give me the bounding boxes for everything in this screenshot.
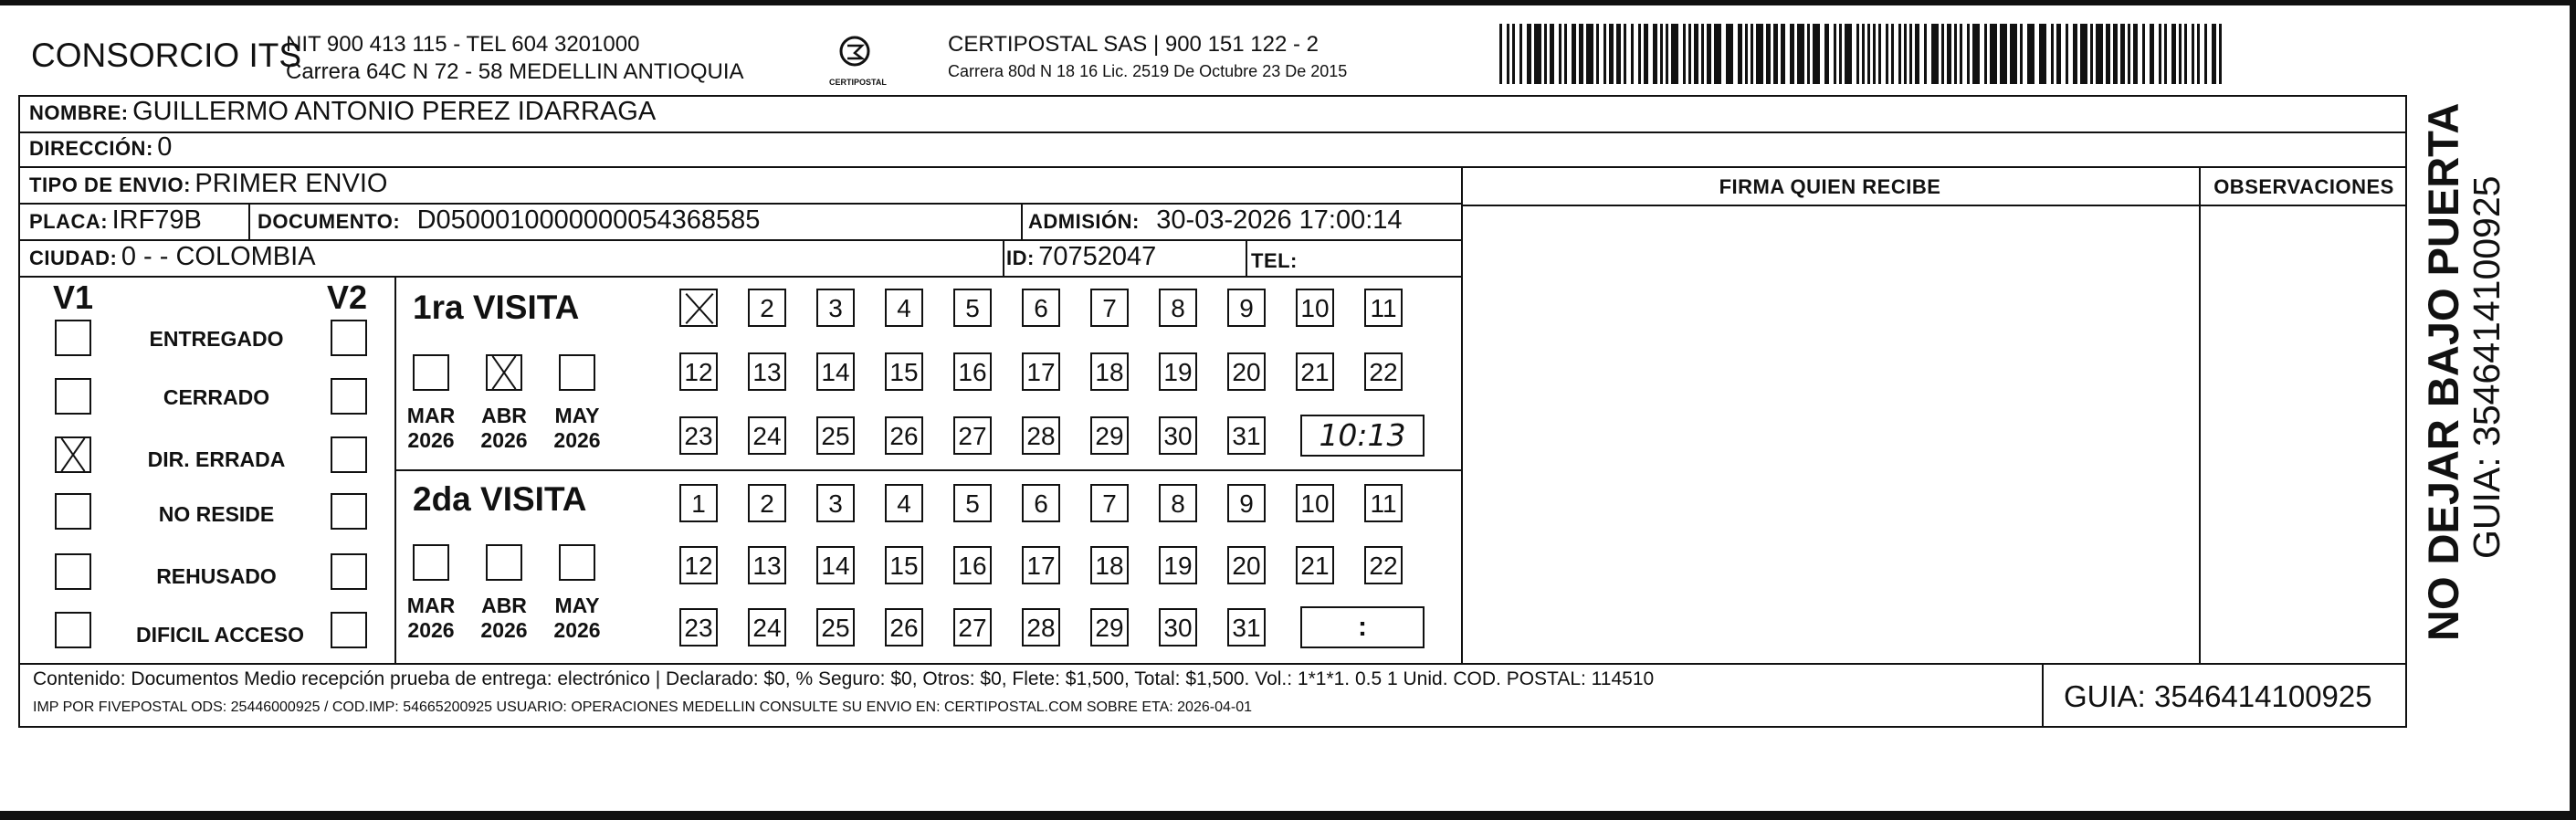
barcode-bar bbox=[2164, 24, 2167, 84]
row-line bbox=[18, 663, 2407, 665]
barcode-bar bbox=[2066, 24, 2068, 84]
v1-dificil-acceso-checkbox[interactable] bbox=[55, 612, 91, 648]
observaciones-header: OBSERVACIONES bbox=[2213, 175, 2394, 198]
second-visit-day-11[interactable]: 11 bbox=[1364, 484, 1403, 522]
year-label: 2026 bbox=[553, 618, 601, 642]
first-visit-month bbox=[403, 404, 459, 453]
second-visit-day-2[interactable]: 2 bbox=[748, 484, 786, 522]
second-visit-day-13[interactable]: 13 bbox=[748, 546, 786, 584]
first-visit-day-19[interactable]: 19 bbox=[1159, 352, 1197, 391]
footer-print-info: IMP POR FIVEPOSTAL ODS: 25446000925 / COD.IMP: 54665200925 USUARIO: OPERACIONES MEDELLIN CONSULTE SU ENVIO EN: CERTIPOSTAL.COM SOBRE ETA: 2026-04-01 bbox=[33, 699, 1252, 715]
id-value: 70752047 bbox=[1038, 242, 1157, 271]
first-visit-day-5[interactable]: 5 bbox=[953, 289, 992, 327]
first-visit-day-16[interactable]: 16 bbox=[953, 352, 992, 391]
footer-content: Contenido: Documentos Medio recepción prueba de entrega: electrónico | Declarado: $0, % Seguro: $0, Otros: $0, Flete: $1,500, Total: $1,500. Vol.: 1*1*1. 0.5 1 Unid. COD. POSTAL: 114510 bbox=[33, 668, 1655, 689]
barcode-bar bbox=[1512, 24, 1515, 84]
first-visit-day-24[interactable]: 24 bbox=[748, 416, 786, 455]
second-visit-time[interactable]: : bbox=[1300, 606, 1425, 648]
first-visit-day-26[interactable]: 26 bbox=[885, 416, 923, 455]
first-visit-mar-checkbox[interactable] bbox=[413, 354, 449, 391]
first-visit-day-12[interactable]: 12 bbox=[679, 352, 718, 391]
barcode-bar bbox=[1947, 24, 1951, 84]
v1-cerrado-checkbox[interactable] bbox=[55, 378, 91, 415]
first-visit-day-6[interactable]: 6 bbox=[1022, 289, 1060, 327]
barcode-bar bbox=[1924, 24, 1927, 84]
barcode-bar bbox=[1904, 24, 1907, 84]
cell-divider bbox=[1003, 239, 1004, 276]
barcode-bar bbox=[2150, 24, 2154, 84]
barcode bbox=[1499, 24, 2230, 86]
frame-right bbox=[2570, 0, 2576, 820]
first-visit-month bbox=[476, 404, 532, 453]
barcode-bar bbox=[1954, 24, 1957, 84]
second-visit-day-16[interactable]: 16 bbox=[953, 546, 992, 584]
first-visit-day-3[interactable]: 3 bbox=[816, 289, 855, 327]
status-no-reside: NO RESIDE bbox=[158, 502, 275, 526]
barcode-bar bbox=[2120, 24, 2125, 84]
barcode-bar bbox=[2080, 24, 2087, 84]
second-visit-day-29[interactable]: 29 bbox=[1090, 608, 1129, 647]
first-visit-day-11[interactable]: 11 bbox=[1364, 289, 1403, 327]
first-visit-day-9[interactable]: 9 bbox=[1227, 289, 1266, 327]
v2-cerrado-checkbox[interactable] bbox=[331, 378, 367, 415]
first-visit-day-30[interactable]: 30 bbox=[1159, 416, 1197, 455]
barcode-bar bbox=[1781, 24, 1785, 84]
admision-label: ADMISIÓN: bbox=[1028, 210, 1140, 233]
barcode-bar bbox=[1694, 24, 1698, 84]
documento-label: DOCUMENTO: bbox=[258, 210, 401, 233]
barcode-bar bbox=[2073, 24, 2077, 84]
documento-row bbox=[258, 205, 760, 236]
company-name: CONSORCIO ITS bbox=[31, 37, 302, 74]
barcode-bar bbox=[1559, 24, 1561, 84]
first-visit-day-20[interactable]: 20 bbox=[1227, 352, 1266, 391]
v1-dir-errada-checkbox[interactable] bbox=[55, 436, 91, 473]
second-visit-abr-checkbox[interactable] bbox=[486, 544, 522, 581]
barcode-bar bbox=[2039, 24, 2046, 84]
v2-label: V2 bbox=[327, 279, 368, 316]
second-visit-day-24[interactable]: 24 bbox=[748, 608, 786, 647]
first-visit-day-14[interactable]: 14 bbox=[816, 352, 855, 391]
direccion-label: DIRECCIÓN: bbox=[29, 137, 153, 160]
first-visit-day-8[interactable]: 8 bbox=[1159, 289, 1197, 327]
barcode-bar bbox=[1773, 24, 1778, 84]
barcode-bar bbox=[1909, 24, 1912, 84]
second-visit-day-20[interactable]: 20 bbox=[1227, 546, 1266, 584]
barcode-bar bbox=[1941, 24, 1944, 84]
barcode-bar bbox=[1960, 24, 1962, 84]
barcode-bar bbox=[1596, 24, 1599, 84]
barcode-bar bbox=[2142, 24, 2145, 84]
barcode-bar bbox=[1624, 24, 1626, 84]
v1-label: V1 bbox=[53, 279, 94, 316]
tel-row bbox=[1251, 245, 1298, 275]
id-row bbox=[1006, 242, 1156, 272]
year-label: 2026 bbox=[480, 618, 528, 642]
barcode-bar bbox=[1886, 24, 1888, 84]
barcode-bar bbox=[1839, 24, 1842, 84]
v2-entregado-checkbox[interactable] bbox=[331, 320, 367, 356]
barcode-bar bbox=[2133, 24, 2138, 84]
second-visit-day-15[interactable]: 15 bbox=[885, 546, 923, 584]
barcode-bar bbox=[1579, 24, 1583, 84]
barcode-bar bbox=[1813, 24, 1820, 84]
first-visit-day-27[interactable]: 27 bbox=[953, 416, 992, 455]
barcode-bar bbox=[1616, 24, 1621, 84]
footer-guia: GUIA: 3546414100925 bbox=[2064, 679, 2372, 713]
frame-bottom bbox=[0, 811, 2576, 820]
second-visit-day-14[interactable]: 14 bbox=[816, 546, 855, 584]
barcode-bar bbox=[2090, 24, 2093, 84]
second-visit-day-18[interactable]: 18 bbox=[1090, 546, 1129, 584]
admision-row bbox=[1028, 205, 1403, 236]
month-label: ABR bbox=[481, 404, 527, 427]
first-visit-title: 1ra VISITA bbox=[413, 289, 580, 326]
barcode-bar bbox=[1862, 24, 1865, 84]
section-divider bbox=[394, 469, 1461, 471]
second-visit-day-31[interactable]: 31 bbox=[1227, 608, 1266, 647]
signature-area[interactable] bbox=[1463, 206, 2197, 661]
barcode-bar bbox=[2212, 24, 2216, 84]
barcode-bar bbox=[2113, 24, 2118, 84]
barcode-bar bbox=[2056, 24, 2061, 84]
barcode-bar bbox=[1666, 24, 1668, 84]
month-label: ABR bbox=[481, 594, 527, 617]
barcode-bar bbox=[1990, 24, 1997, 84]
second-visit-month bbox=[403, 594, 459, 643]
barcode-bar bbox=[1845, 24, 1852, 84]
barcode-bar bbox=[1967, 24, 1970, 84]
first-visit-day-28[interactable]: 28 bbox=[1022, 416, 1060, 455]
first-visit-day-23[interactable]: 23 bbox=[679, 416, 718, 455]
month-label: MAR bbox=[406, 404, 456, 427]
barcode-bar bbox=[1519, 24, 1522, 84]
admision-value: 30-03-2026 17:00:14 bbox=[1156, 205, 1403, 235]
first-visit-day-29[interactable]: 29 bbox=[1090, 416, 1129, 455]
barcode-bar bbox=[1745, 24, 1748, 84]
tipo-row bbox=[29, 169, 387, 199]
second-visit-day-10[interactable]: 10 bbox=[1296, 484, 1334, 522]
v1-no-reside-checkbox[interactable] bbox=[55, 493, 91, 530]
second-visit-day-19[interactable]: 19 bbox=[1159, 546, 1197, 584]
barcode-bar bbox=[1638, 24, 1641, 84]
barcode-bar bbox=[1856, 24, 1859, 84]
firma-header: FIRMA QUIEN RECIBE bbox=[1719, 175, 1941, 198]
barcode-bar bbox=[2179, 24, 2182, 84]
second-visit-day-4[interactable]: 4 bbox=[885, 484, 923, 522]
barcode-bar bbox=[1807, 24, 1810, 84]
first-visit-day-4[interactable]: 4 bbox=[885, 289, 923, 327]
barcode-bar bbox=[1834, 24, 1836, 84]
logo-text: CERTIPOSTAL bbox=[829, 78, 887, 87]
company-address: Carrera 64C N 72 - 58 MEDELLIN ANTIOQUIA bbox=[286, 59, 744, 84]
barcode-bar bbox=[2128, 24, 2130, 84]
status-dificil-acceso: DIFICIL ACCESO bbox=[135, 623, 304, 647]
first-visit-day-18[interactable]: 18 bbox=[1090, 352, 1129, 391]
ciudad-label: CIUDAD: bbox=[29, 247, 118, 269]
barcode-bar bbox=[1898, 24, 1901, 84]
barcode-bar bbox=[1915, 24, 1919, 84]
barcode-bar bbox=[1683, 24, 1686, 84]
tipo-label: TIPO DE ENVIO: bbox=[29, 173, 191, 196]
barcode-bar bbox=[2027, 24, 2035, 84]
tel-label: TEL: bbox=[1251, 249, 1298, 272]
nombre-label: NOMBRE: bbox=[29, 101, 129, 124]
barcode-bar bbox=[1931, 24, 1939, 84]
first-visit-day-7[interactable]: 7 bbox=[1090, 289, 1129, 327]
certipostal-logo bbox=[829, 33, 887, 88]
barcode-bar bbox=[1972, 24, 1980, 84]
second-visit-may-checkbox[interactable] bbox=[559, 544, 595, 581]
first-visit-day-1[interactable] bbox=[679, 289, 718, 327]
second-visit-day-23[interactable]: 23 bbox=[679, 608, 718, 647]
second-visit-day-9[interactable]: 9 bbox=[1227, 484, 1266, 522]
second-visit-month bbox=[549, 594, 605, 643]
second-visit-day-22[interactable]: 22 bbox=[1364, 546, 1403, 584]
barcode-bar bbox=[1603, 24, 1606, 84]
barcode-bar bbox=[1527, 24, 1531, 84]
second-visit-day-25[interactable]: 25 bbox=[816, 608, 855, 647]
barcode-bar bbox=[2192, 24, 2194, 84]
second-visit-day-3[interactable]: 3 bbox=[816, 484, 855, 522]
second-visit-day-30[interactable]: 30 bbox=[1159, 608, 1197, 647]
barcode-bar bbox=[1738, 24, 1742, 84]
barcode-bar bbox=[2106, 24, 2110, 84]
second-visit-day-28[interactable]: 28 bbox=[1022, 608, 1060, 647]
documento-value: D0500010000000054368585 bbox=[416, 205, 761, 235]
first-visit-day-15[interactable]: 15 bbox=[885, 352, 923, 391]
v1-rehusado-checkbox[interactable] bbox=[55, 553, 91, 590]
side-guia: GUIA: 3546414100925 bbox=[2466, 175, 2508, 559]
first-visit-may-checkbox[interactable] bbox=[559, 354, 595, 391]
barcode-bar bbox=[1688, 24, 1691, 84]
barcode-bar bbox=[1790, 24, 1794, 84]
year-label: 2026 bbox=[407, 618, 455, 642]
footer-divider bbox=[2042, 663, 2044, 728]
frame-top bbox=[0, 0, 2576, 5]
v2-no-reside-checkbox[interactable] bbox=[331, 493, 367, 530]
barcode-bar bbox=[1878, 24, 1881, 84]
barcode-bar bbox=[1984, 24, 1987, 84]
barcode-bar bbox=[2010, 24, 2017, 84]
barcode-bar bbox=[1867, 24, 1870, 84]
barcode-bar bbox=[1707, 24, 1711, 84]
second-visit-day-6[interactable]: 6 bbox=[1022, 484, 1060, 522]
status-dir-errada: DIR. ERRADA bbox=[147, 447, 286, 471]
barcode-bar bbox=[1766, 24, 1771, 84]
second-visit-day-21[interactable]: 21 bbox=[1296, 546, 1334, 584]
nombre-value: GUILLERMO ANTONIO PEREZ IDARRAGA bbox=[132, 97, 657, 126]
second-visit-mar-checkbox[interactable] bbox=[413, 544, 449, 581]
barcode-bar bbox=[1797, 24, 1804, 84]
month-label: MAR bbox=[406, 594, 456, 617]
barcode-bar bbox=[2159, 24, 2161, 84]
row-line bbox=[18, 276, 1461, 278]
side-warning: NO DEJAR BAJO PUERTA bbox=[2419, 102, 2467, 641]
direccion-value: 0 bbox=[157, 132, 173, 162]
year-label: 2026 bbox=[407, 428, 455, 452]
barcode-bar bbox=[2184, 24, 2187, 84]
barcode-bar bbox=[2096, 24, 2103, 84]
barcode-bar bbox=[2051, 24, 2054, 84]
month-label: MAY bbox=[554, 404, 600, 427]
v1-entregado-checkbox[interactable] bbox=[55, 320, 91, 356]
second-visit-day-27[interactable]: 27 bbox=[953, 608, 992, 647]
second-visit-day-26[interactable]: 26 bbox=[885, 608, 923, 647]
barcode-bar bbox=[1873, 24, 1876, 84]
barcode-bar bbox=[1714, 24, 1721, 84]
direccion-row bbox=[29, 132, 172, 163]
second-visit-day-12[interactable]: 12 bbox=[679, 546, 718, 584]
barcode-bar bbox=[1644, 24, 1648, 84]
barcode-bar bbox=[1544, 24, 1547, 84]
barcode-bar bbox=[1660, 24, 1663, 84]
second-visit-day-5[interactable]: 5 bbox=[953, 484, 992, 522]
barcode-bar bbox=[1891, 24, 1894, 84]
first-visit-day-10[interactable]: 10 bbox=[1296, 289, 1334, 327]
first-visit-day-25[interactable]: 25 bbox=[816, 416, 855, 455]
barcode-bar bbox=[1751, 24, 1753, 84]
first-visit-day-2[interactable]: 2 bbox=[748, 289, 786, 327]
barcode-bar bbox=[1609, 24, 1614, 84]
second-visit-month bbox=[476, 594, 532, 643]
month-label: MAY bbox=[554, 594, 600, 617]
v2-dir-errada-checkbox[interactable] bbox=[331, 436, 367, 473]
barcode-bar bbox=[2000, 24, 2007, 84]
v2-rehusado-checkbox[interactable] bbox=[331, 553, 367, 590]
first-visit-day-21[interactable]: 21 bbox=[1296, 352, 1334, 391]
barcode-bar bbox=[2197, 24, 2200, 84]
row-line bbox=[18, 203, 1461, 205]
second-visit-day-8[interactable]: 8 bbox=[1159, 484, 1197, 522]
barcode-bar bbox=[1671, 24, 1678, 84]
row-line bbox=[18, 239, 1461, 241]
status-cerrado: CERRADO bbox=[163, 385, 270, 409]
barcode-bar bbox=[2020, 24, 2023, 84]
barcode-bar bbox=[2219, 24, 2222, 84]
carrier-address: Carrera 80d N 18 16 Lic. 2519 De Octubre 23 De 2015 bbox=[948, 62, 1348, 80]
id-label: ID: bbox=[1006, 247, 1035, 269]
first-visit-day-13[interactable]: 13 bbox=[748, 352, 786, 391]
first-visit-time[interactable]: 10:13 bbox=[1300, 415, 1425, 457]
second-visit-title: 2da VISITA bbox=[413, 480, 587, 518]
barcode-bar bbox=[1756, 24, 1763, 84]
barcode-bar bbox=[1550, 24, 1554, 84]
cell-divider bbox=[248, 203, 250, 239]
barcode-bar bbox=[1701, 24, 1704, 84]
first-visit-abr-checkbox[interactable] bbox=[486, 354, 522, 391]
row-line bbox=[18, 166, 2407, 168]
placa-label: PLACA: bbox=[29, 210, 109, 233]
first-visit-day-22[interactable]: 22 bbox=[1364, 352, 1403, 391]
year-label: 2026 bbox=[553, 428, 601, 452]
ciudad-row bbox=[29, 242, 316, 272]
second-visit-day-17[interactable]: 17 bbox=[1022, 546, 1060, 584]
barcode-bar bbox=[2204, 24, 2207, 84]
nombre-row bbox=[29, 97, 656, 127]
barcode-bar bbox=[1507, 24, 1509, 84]
ciudad-value: 0 - - COLOMBIA bbox=[121, 242, 316, 271]
barcode-bar bbox=[1564, 24, 1567, 84]
barcode-bar bbox=[1572, 24, 1576, 84]
cell-divider bbox=[1246, 239, 1247, 276]
barcode-bar bbox=[1653, 24, 1657, 84]
barcode-bar bbox=[1534, 24, 1541, 84]
tipo-value: PRIMER ENVIO bbox=[195, 169, 388, 198]
observations-area[interactable] bbox=[2201, 206, 2405, 661]
first-visit-month bbox=[549, 404, 605, 453]
barcode-bar bbox=[1499, 24, 1502, 84]
cell-divider bbox=[1021, 203, 1023, 239]
year-label: 2026 bbox=[480, 428, 528, 452]
logo-icon bbox=[829, 33, 880, 73]
carrier-line: CERTIPOSTAL SAS | 900 151 122 - 2 bbox=[948, 32, 1319, 57]
row-line bbox=[18, 131, 2407, 133]
placa-value: IRF79B bbox=[111, 205, 202, 235]
barcode-bar bbox=[1586, 24, 1593, 84]
status-entregado: ENTREGADO bbox=[149, 327, 284, 351]
barcode-bar bbox=[1726, 24, 1733, 84]
barcode-bar bbox=[1824, 24, 1829, 84]
first-visit-day-31[interactable]: 31 bbox=[1227, 416, 1266, 455]
first-visit-day-17[interactable]: 17 bbox=[1022, 352, 1060, 391]
nit-line: NIT 900 413 115 - TEL 604 3201000 bbox=[286, 32, 640, 57]
placa-row bbox=[29, 205, 202, 236]
second-visit-day-1[interactable]: 1 bbox=[679, 484, 718, 522]
v2-dificil-acceso-checkbox[interactable] bbox=[331, 612, 367, 648]
status-rehusado: REHUSADO bbox=[156, 564, 277, 588]
barcode-bar bbox=[1631, 24, 1634, 84]
second-visit-day-7[interactable]: 7 bbox=[1090, 484, 1129, 522]
barcode-bar bbox=[2171, 24, 2176, 84]
